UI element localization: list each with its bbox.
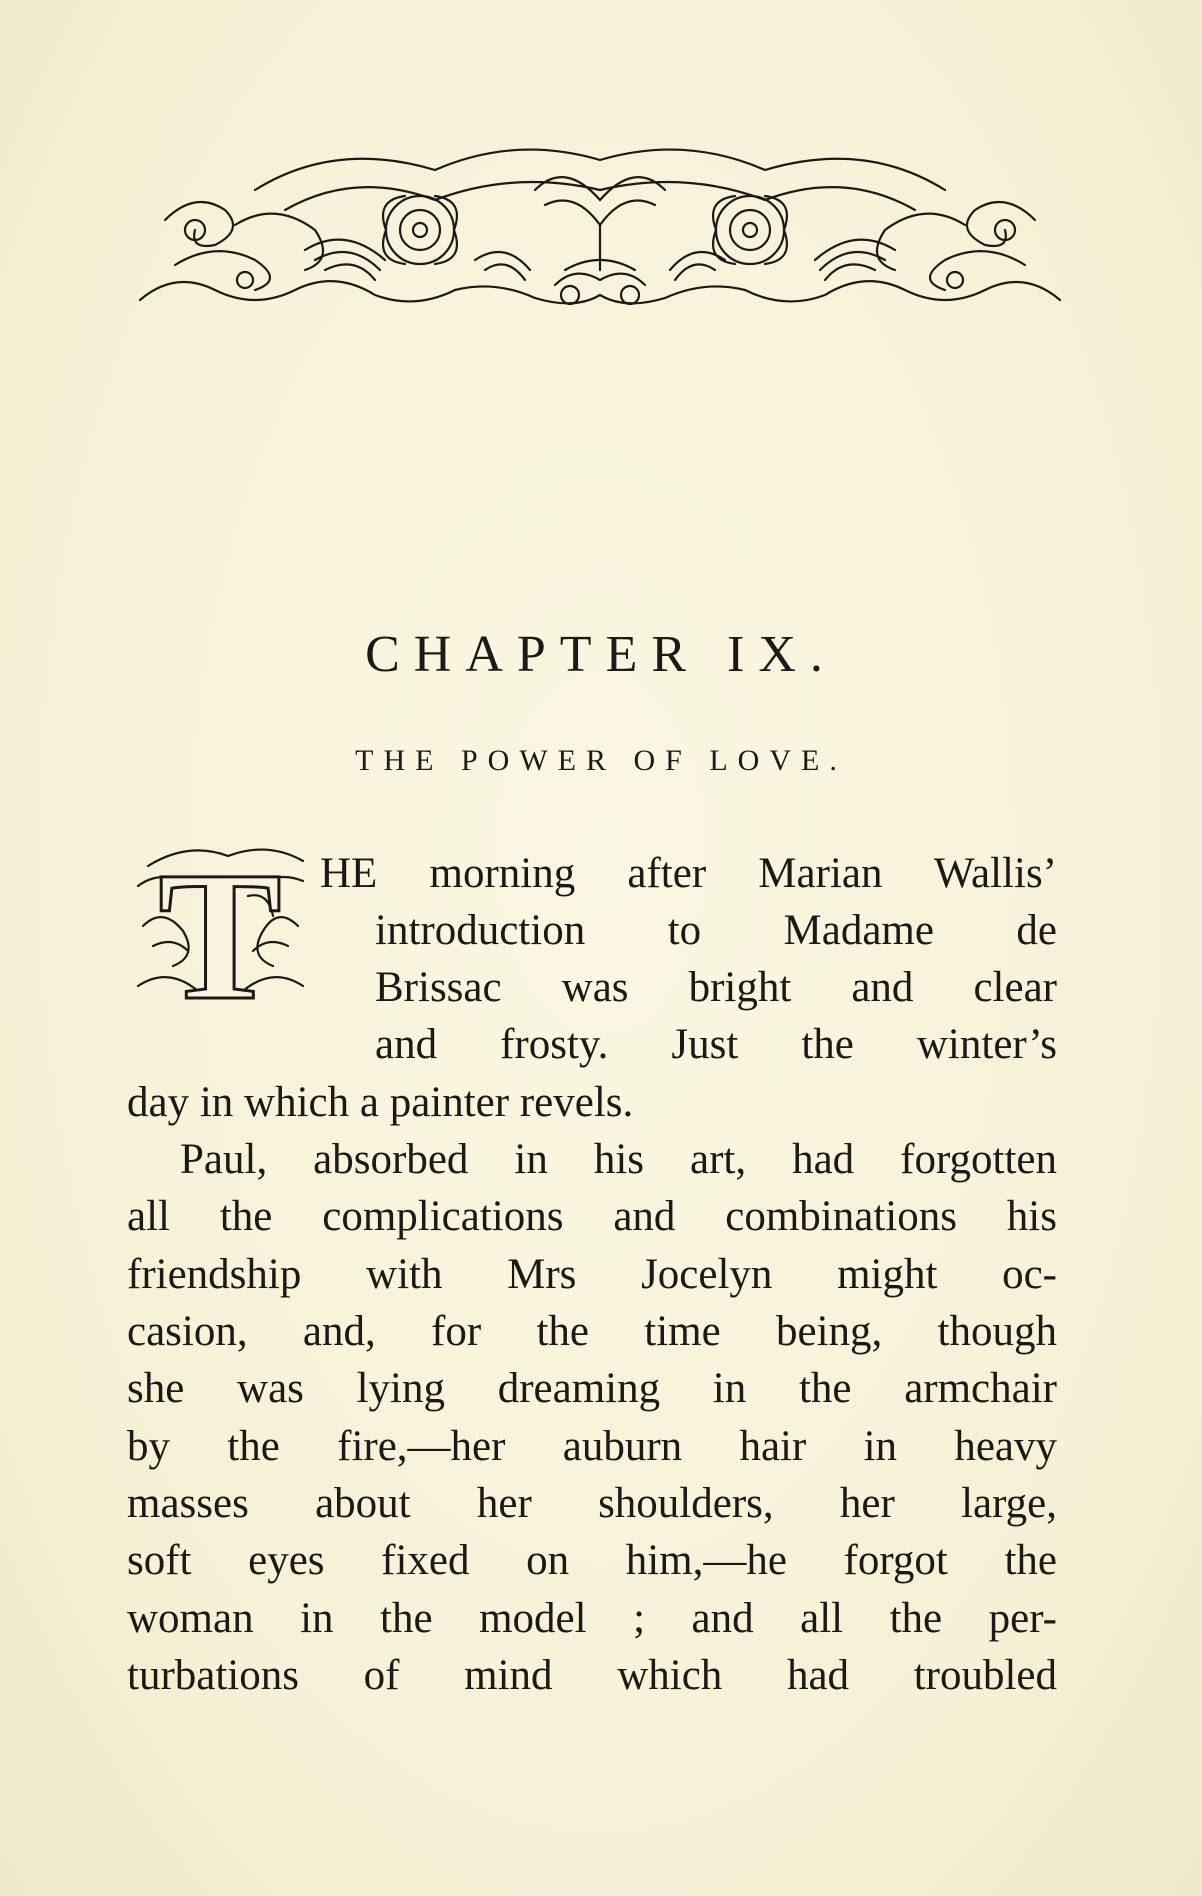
text-line: Paul, absorbed in his art, had forgotten [180,1136,1057,1183]
text-line: all the complications and combinations his [127,1193,1057,1240]
text-line: and frosty. Just the winter’s [375,1021,1057,1068]
text-line: day in which a painter revels. [127,1079,634,1126]
text-line: introduction to Madame de [375,907,1057,954]
headpiece-ornament [135,130,1065,312]
text-line: she was lying dreaming in the armchair [127,1365,1057,1412]
text-line: woman in the model ; and all the per- [127,1595,1057,1642]
text-line: friendship with Mrs Jocelyn might oc- [127,1251,1057,1298]
text-line: turbations of mind which had troubled [127,1652,1057,1699]
text-line: Brissac was bright and clear [375,964,1057,1011]
text-line: casion, and, for the time being, though [127,1308,1057,1355]
dropcap-letter: T [158,836,282,1016]
chapter-subtitle: THE POWER OF LOVE. [355,744,847,777]
text-line: HE morning after Marian Wallis’ [320,850,1057,897]
text-line: soft eyes fixed on him,—he forgot the [127,1537,1057,1584]
text-line: masses about her shoulders, her large, [127,1480,1057,1527]
chapter-title: CHAPTER IX. [365,626,837,683]
text-line: by the fire,—her auburn hair in heavy [127,1423,1057,1470]
dropcap-ornament [128,836,318,1016]
